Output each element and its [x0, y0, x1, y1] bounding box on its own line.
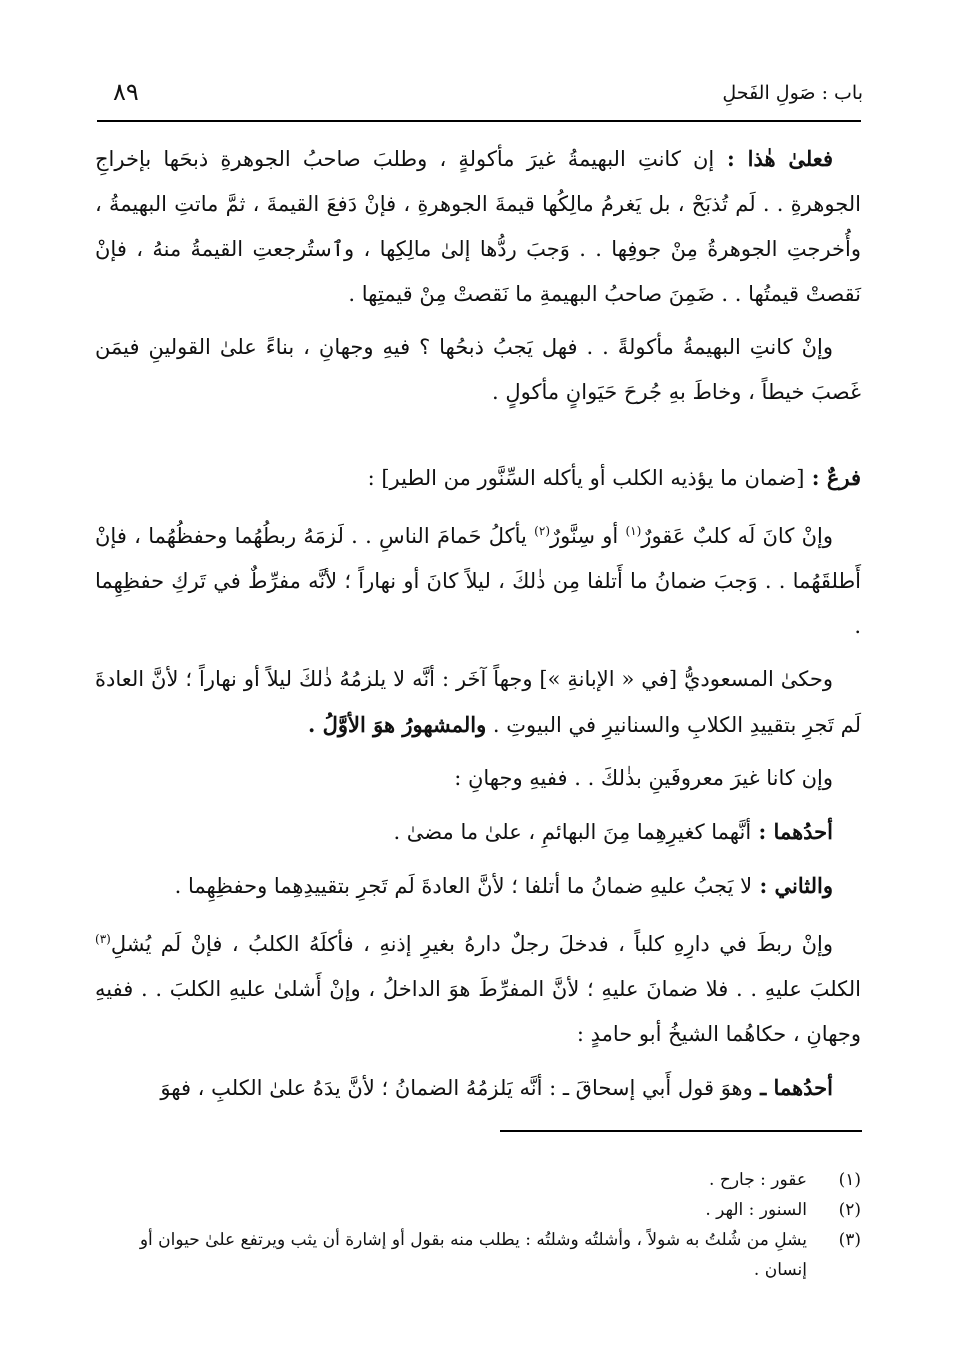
paragraph-4 [95, 509, 861, 649]
footnote-2 [95, 1195, 861, 1225]
paragraph-1 [95, 136, 861, 317]
footnote-text: عقور : جارح . [709, 1170, 807, 1190]
paragraph-text: أو سِنَّورٌ [550, 524, 626, 548]
footnote-number: (١) [838, 1170, 861, 1190]
paragraph-2: وإنْ كانتِ البهيمةُ مأكولةً . . فهل يَجبُ ذبحُها ؟ فيهِ وجهانِ ، بناءً علىٰ القولينِ فيمَن غَصبَ خيطاً ، وخاطَ بهِ جُرحَ حَيَوانٍ مأكولٍ . [95, 335, 861, 404]
footnote-ref-1[interactable]: (١) [625, 524, 642, 538]
paragraph-7 [95, 809, 861, 855]
page-header [95, 78, 863, 114]
paragraph-text: إن كانتِ البهيمةُ غيرَ مأكولةٍ ، وطلبَ صاحبُ الجوهرةِ ذبحَها بإخراجِ الجوهرةِ . . لَم تُذبَحْ ، بل يَغرمُ مالِكُها قيمةَ الجوهرةِ ، فإنْ دَفعَ القيمةَ ، ثمَّ ماتتِ البهيمةُ ، وأُخرجتِ الجوهرةُ مِنْ جوفِها . . وَجبَ ردُّها إلىٰ مالِكِها ، وٱستُرجعتِ القيمةُ منهُ ، فإنْ نَقصتْ قيمتُها . . ضَمِنَ صاحبُ البهيمةِ ما نَقصتْ مِنْ قيمتِها . [95, 147, 861, 306]
footnote-number: (٢) [838, 1200, 861, 1220]
section-heading-far [95, 455, 861, 501]
paragraph-text: وهوَ قول أَبي إسحاقَ ـ : أنَّه يَلزمُهُ الضمانُ ؛ لأنَّ يدَهُ علىٰ الكلبِ ، فهوَ [160, 1076, 753, 1100]
main-text [95, 136, 861, 1119]
footnote-separator [500, 1130, 862, 1132]
paragraph-text: الكلبَ عليهِ . . فلا ضمانَ عليهِ ؛ لأنَّ المفرِّطَ هوَ الداخلُ ، وإنْ أَشلىٰ عليهِ الكلبَ . . ففيهِ وجهانِ ، حكاهُما الشيخُ أبو حامدٍ : [95, 977, 861, 1046]
paragraph-text: وإنْ ربطَ في دارِهِ كلباً ، فدخلَ رجلٌ دارهُ بغيرِ إذنهِ ، فأكلَهُ الكلبُ ، فإنْ لَم يُشلِ [110, 932, 833, 956]
paragraph-10 [95, 1065, 861, 1111]
paragraph-6: وإن كانا غيرَ معروفَينِ بذٰلكَ . . ففيهِ وجهانِ : [454, 766, 833, 790]
footnotes [95, 1165, 861, 1285]
footnote-text: السنور : الهر . [705, 1200, 807, 1220]
paragraph-text: وحكىٰ المسعوديُّ [في « الإبانةِ »] وجهاً آخَر : أنَّه لا يلزمُهُ ذٰلكَ ليلاً أو نهاراً ؛ لأنَّ العادةَ لَم تَجرِ بتقييدِ الكلابِ والسنانيرِ في البيوتِ . [95, 667, 861, 737]
paragraph-5 [95, 657, 861, 748]
page-number: ٨٩ [113, 78, 139, 106]
paragraph-9 [95, 917, 861, 1057]
paragraph-lead: فعلىٰ هٰذا : [714, 146, 833, 171]
first-view-label: أحدُهما ـ [752, 1075, 833, 1100]
first-view-label: أحدُهما : [751, 819, 833, 844]
paragraph-text: أنَّهما كغيرِهِما مِنَ البهائمِ ، علىٰ ما مضىٰ . [393, 820, 752, 844]
paragraph-text: يأكلُ حَمامَ الناسِ . . لَزمَهُ ربطُهُما وحفظُهُما ، فإنْ أَطلقَهُما . . وَجبَ ضمانُ ما أَتلفا مِن ذٰلكَ ، ليلاً كانَ أو نهاراً ؛ لأنَّه مفرِّطٌ في تَركِ حفظِهِما . [95, 524, 861, 638]
second-view-label: والثاني : [752, 873, 833, 898]
running-title: باب : صَولِ الفَحلِ [722, 82, 863, 104]
header-rule [97, 120, 861, 122]
footnote-3 [95, 1225, 861, 1285]
far-title: [ضمان ما يؤذيه الكلب أو يأكله السِّنَّور من الطير] : [367, 466, 805, 490]
footnote-ref-2[interactable]: (٢) [534, 524, 550, 538]
paragraph-8 [95, 863, 861, 909]
far-label: فرعٌ : [804, 465, 861, 490]
bold-conclusion: والمشهورُ هوَ الأوَّلُ . [307, 712, 487, 737]
paragraph-text: لا يَجبُ عليهِ ضمانُ ما أتلفا ؛ لأنَّ العادةَ لَم تَجرِ بتقييدِهِما وحفظِهِما . [174, 874, 753, 898]
paragraph-text: وإنْ كانَ لَه كلبٌ عَقورٌ [641, 524, 834, 548]
footnote-text: يشلِ من شُلتُ به شولاً ، وأشلتُه وشلتُه : يطلب منه بقول أو إشارة أن يثب ويرتفع علىٰ حيوان أو إنسان . [139, 1230, 807, 1280]
footnote-1 [95, 1165, 861, 1195]
footnote-ref-3[interactable]: (٣) [95, 932, 111, 946]
footnote-number: (٣) [838, 1230, 861, 1250]
